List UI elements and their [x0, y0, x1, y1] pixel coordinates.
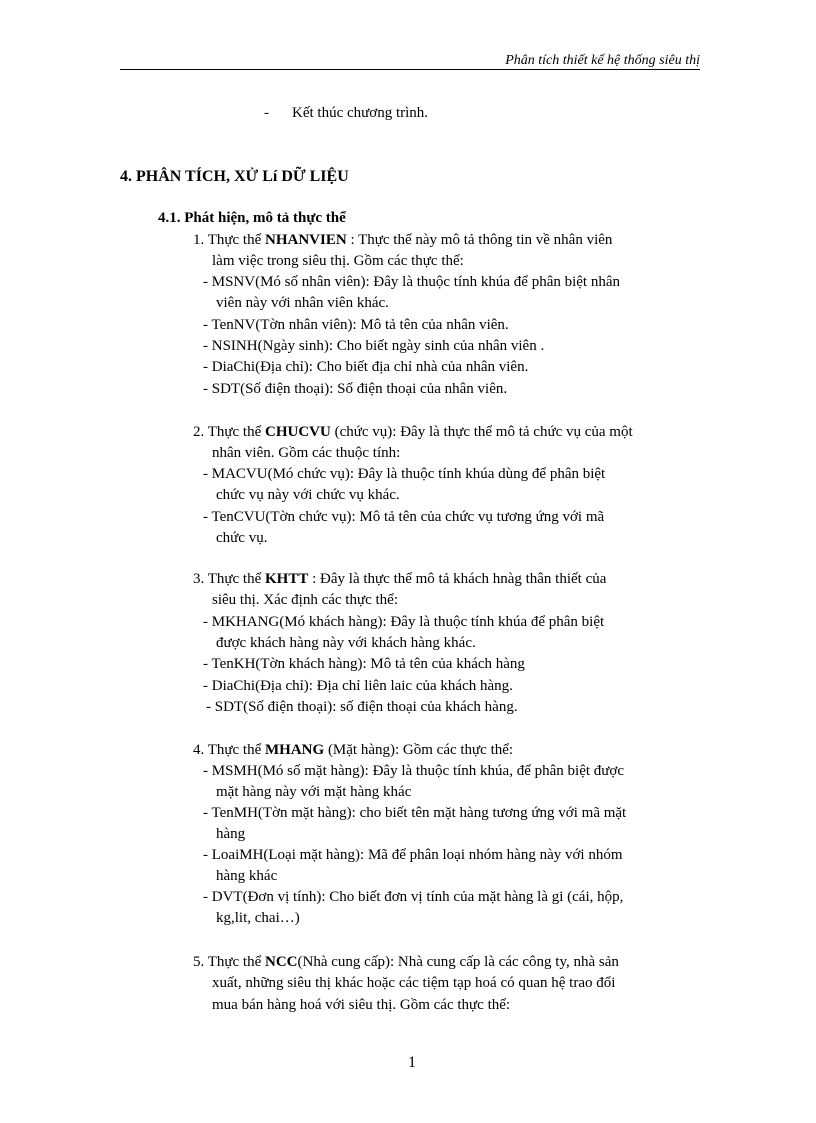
- entity-1-name: NHANVIEN: [265, 232, 347, 248]
- entity-1-attr: - NSINH(Ngày sinh): Cho biết ngày sinh của nhân viên .: [203, 338, 545, 354]
- entity-1-attr: - DiaChi(Địa chỉ): Cho biết địa chỉ nhà của nhân viên.: [203, 359, 529, 375]
- entity-5-name: NCC: [265, 954, 298, 970]
- entity-4-attr-cont: hàng khác: [216, 868, 278, 884]
- entity-4-attr: - DVT(Đơn vị tính): Cho biết đơn vị tính của mặt hàng là gi (cái, hộp,: [203, 889, 624, 905]
- entity-4-attr-cont: kg,lit, chai…): [216, 910, 300, 926]
- entity-2-attr-cont: chức vụ này với chức vụ khác.: [216, 487, 400, 503]
- entity-2-attr-cont: chức vụ.: [216, 530, 268, 546]
- entity-3-intro: 3. Thực thể KHTT : Đây là thực thể mô tả khách hnàg thân thiết của: [193, 571, 607, 587]
- entity-3-intro-cont: siêu thị. Xác định các thực thể:: [212, 592, 398, 608]
- entity-4-attr-cont: hàng: [216, 826, 246, 842]
- entity-1-attr-cont: viên này với nhân viên khác.: [216, 295, 389, 311]
- header-title: Phân tích thiết kế hệ thống siêu thị: [505, 53, 700, 68]
- intro-dash: -: [264, 105, 269, 121]
- entity-4-name: MHANG: [265, 742, 325, 758]
- section-4-1-heading: 4.1. Phát hiện, mô tả thực thể: [158, 210, 346, 226]
- entity-3-name: KHTT: [265, 571, 309, 587]
- page-header: [120, 53, 700, 70]
- entity-4-attr: - LoaiMH(Loại mặt hàng): Mã để phân loại nhóm hàng này với nhóm: [203, 847, 623, 863]
- entity-5-intro-cont: xuất, những siêu thị khác hoặc các tiệm tạp hoá có quan hệ trao đổi: [212, 975, 616, 991]
- entity-3-attr: - TenKH(Tờn khách hàng): Mô tả tên của khách hàng: [203, 656, 525, 672]
- entity-4-intro: 4. Thực thể MHANG (Mặt hàng): Gồm các thực thể:: [193, 742, 514, 758]
- entity-2-attr: - MACVU(Mó chức vụ): Đây là thuộc tính khúa dùng để phân biệt: [203, 466, 606, 482]
- entity-4-attr-cont: mặt hàng này với mặt hàng khác: [216, 784, 412, 800]
- entity-1-attr: - MSNV(Mó số nhân viên): Đây là thuộc tính khúa để phân biệt nhân: [203, 274, 621, 290]
- entity-2-name: CHUCVU: [265, 424, 331, 440]
- entity-1-attr: - TenNV(Tờn nhân viên): Mô tả tên của nhân viên.: [203, 317, 509, 333]
- entity-3-attr: - SDT(Số điện thoại): số điện thoại của khách hàng.: [206, 699, 518, 715]
- entity-5-intro: 5. Thực thể NCC(Nhà cung cấp): Nhà cung cấp là các công ty, nhà sản: [193, 954, 619, 970]
- entity-1-intro: 1. Thực thể NHANVIEN : Thực thể này mô tả thông tin về nhân viên: [193, 232, 613, 248]
- entity-4-attr: - TenMH(Tờn mặt hàng): cho biết tên mặt hàng tương ứng với mã mặt: [203, 805, 627, 821]
- entity-4-attr: - MSMH(Mó số mặt hàng): Đây là thuộc tính khúa, để phân biệt được: [203, 763, 624, 779]
- entity-2-attr: - TenCVU(Tờn chức vụ): Mô tả tên của chức vụ tương ứng với mã: [203, 509, 605, 525]
- entity-2-intro: 2. Thực thể CHUCVU (chức vụ): Đây là thực thể mô tả chức vụ của một: [193, 424, 633, 440]
- entity-2-intro-cont: nhân viên. Gồm các thuộc tính:: [212, 445, 401, 461]
- entity-3-attr: - MKHANG(Mó khách hàng): Đây là thuộc tính khúa để phân biệt: [203, 614, 605, 630]
- entity-1-attr: - SDT(Số điện thoại): Số điện thoại của nhân viên.: [203, 381, 508, 397]
- entity-3-attr-cont: được khách hàng này với khách hàng khác.: [216, 635, 476, 651]
- entity-5-intro-cont: mua bán hàng hoá với siêu thị. Gồm các thực thể:: [212, 997, 511, 1013]
- section-4-heading: 4. PHÂN TÍCH, XỬ Lí DỮ LIỆU: [120, 168, 349, 185]
- entity-1-intro-cont: làm việc trong siêu thị. Gồm các thực thể:: [212, 253, 464, 269]
- entity-3-attr: - DiaChi(Địa chỉ): Địa chỉ liên laic của khách hàng.: [203, 678, 513, 694]
- intro-text: Kết thúc chương trình.: [292, 105, 429, 121]
- page-number: 1: [408, 1054, 416, 1071]
